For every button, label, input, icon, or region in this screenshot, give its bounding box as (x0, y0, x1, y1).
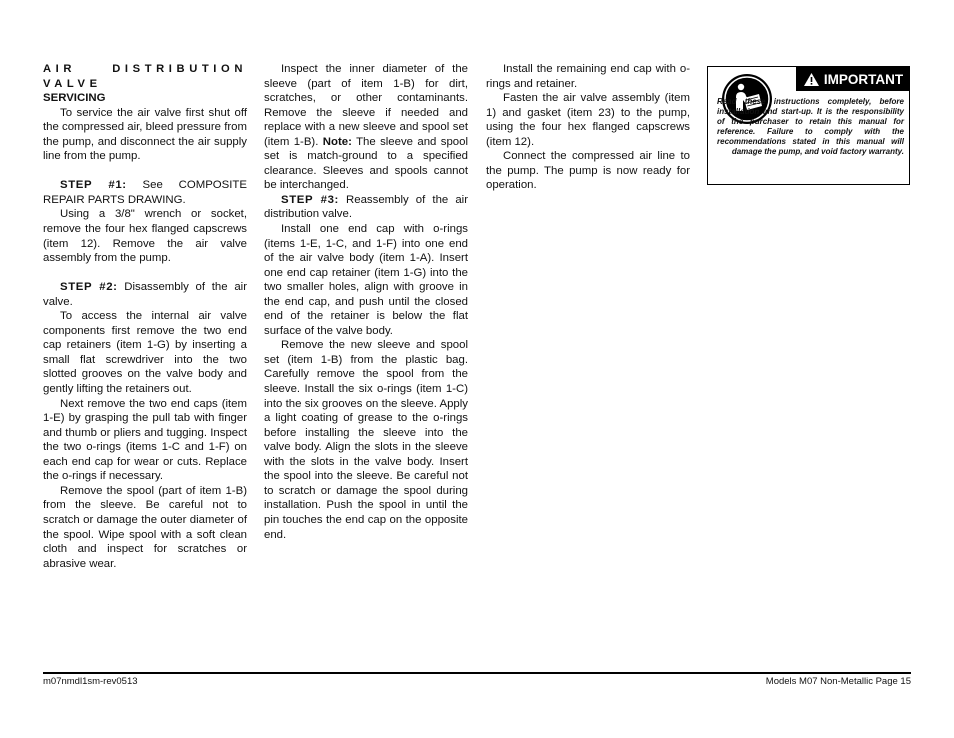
step-2-label: STEP #2: (60, 281, 118, 294)
paragraph: To access the internal air valve components first remove the two end cap retainers (item 1-G) by inserting a small flat screwdriver into the two slotted grooves on the valve body and gently lifting the retainers out. (43, 310, 247, 396)
step-3-text: Reassembly of the air distribution valve. (264, 193, 468, 221)
section-subheading: SERVICING (43, 92, 106, 105)
paragraph: Install the remaining end cap with o-rings and retainer. (486, 63, 690, 90)
step-1-text: See COMPOSITE REPAIR PARTS DRAWING. (43, 179, 247, 206)
paragraph: Remove the spool (part of item 1-B) from the sleeve. Be careful not to scratch or damage the outer diameter of the spool. Wipe spool with a soft clean cloth and inspect for scratches or abrasive wear. (43, 484, 247, 570)
step-1-label: STEP #1: (60, 179, 127, 192)
paragraph: To service the air valve first shut off the compressed air, bleed pressure from the pump, and disconnect the air supply line from the pump. (43, 106, 247, 163)
paragraph-text: Inspect the inner diameter of the sleeve (part of item 1-B) for dirt, scratches, or other contaminants. Remove the sleeve if needed and replace with a new sleeve and spool set (item 1-B). (264, 63, 468, 148)
column-1 (43, 62, 247, 571)
step-2-text: Disassembly of the air valve. (43, 281, 247, 308)
paragraph: Install one end cap with o-rings (items 1-E, 1-C, and 1-F) into one end of the air valve body (item 1-A). Insert one end cap retainer (item 1-G) into the two smaller holes, align with groove in the end cap, and push until the closed end of the retainer is below the flat surface of the valve body. (264, 223, 468, 337)
section-heading: AIR DISTRIBUTION VALVE (43, 63, 247, 90)
page-footer-label: Models M07 Non-Metallic Page 15 (765, 676, 911, 687)
step-3-paragraph (264, 193, 468, 222)
step-1-paragraph (43, 178, 247, 207)
paragraph: Using a 3/8" wrench or socket, remove the four hex flanged capscrews (item 12). Remove the air valve assembly from the pump. (43, 208, 247, 265)
paragraph: Connect the compressed air line to the pump. The pump is now ready for operation. (486, 150, 690, 192)
note-text: The sleeve and spool set is match-ground to a specified clearance. Sleeves and spools cannot be interchanged. (264, 135, 468, 192)
important-notice (707, 66, 910, 185)
important-banner (796, 67, 910, 91)
paragraph: Fasten the air valve assembly (item 1) and gasket (item 23) to the pump, using the four hex flanged capscrews (item 12). (486, 92, 690, 148)
important-text: Read these instructions completely, before installation and start-up. It is the responsibility of the purchaser to retain this manual for reference. Failure to comply with the recommendations stated in this manual will damage the pump, and void factory warranty. (717, 97, 904, 156)
column-3 (486, 62, 690, 193)
document-code: m07nmdl1sm-rev0513 (43, 676, 138, 687)
footer-divider (43, 672, 911, 674)
note-label: Note: (322, 135, 352, 148)
column-2 (264, 62, 468, 542)
paragraph: Next remove the two end caps (item 1-E) by grasping the pull tab with finger and thumb or pliers and tugging. Inspect the two o-rings (items 1-C and 1-F) on each end cap for wear or cuts. Replace the o-rings if necessary. (43, 397, 247, 483)
warning-icon (803, 72, 820, 87)
paragraph: Remove the new sleeve and spool set (item 1-B) from the plastic bag. Carefully remove the spool from the sleeve. Install the six o-rings (item 1-C) into the six grooves on the sleeve. Apply a light coating of grease to the o-rings before installing the sleeve into the valve body. Align the slots in the sleeve with the slots in the valve body. Insert the spool into the sleeve. Be careful not to scratch or damage the spool during installation. Push the spool in until the pin touches the end cap on the opposite end. (264, 339, 468, 541)
step-2-paragraph (43, 280, 247, 309)
paragraph (264, 62, 468, 193)
important-title: IMPORTANT (823, 71, 904, 87)
step-3-label: STEP #3: (281, 193, 339, 206)
